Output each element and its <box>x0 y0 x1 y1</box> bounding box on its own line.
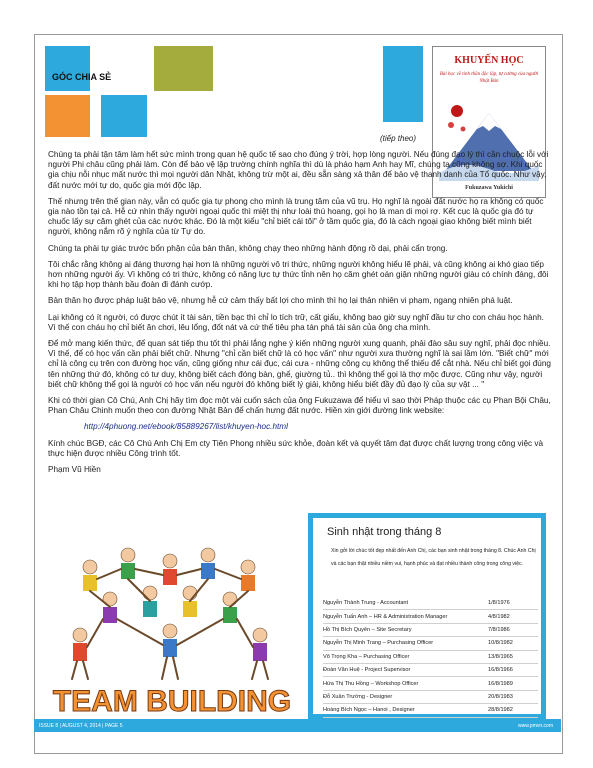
table-row <box>323 623 538 636</box>
team-building-illustration <box>50 547 295 717</box>
table-row <box>323 677 538 690</box>
blue-square-bottom <box>101 95 147 137</box>
birthday-inner <box>313 518 541 714</box>
orange-square <box>45 95 90 137</box>
person-name: Nguyễn Thị Minh Trang – Purchasing Officer <box>323 637 488 650</box>
table-row <box>323 663 538 676</box>
paragraph: Chúng ta phải tự giác trước bổn phận của bản thân, không chạy theo những hành động rồ dại, phải cẩn trọng. <box>48 243 448 253</box>
signature: Phạm Vũ Hiền <box>48 465 101 475</box>
paragraph: Tôi chắc rằng không ai đáng thương hại hơn là những người vô tri thức, những người không hiểu lẽ phải, và cũng không ai khó giao tiếp hơn những người ấy. Vì không có tri thức, không có năng lực tự thức tỉnh nên họ căm ghét oán giận những người giàu có chính đáng, đôi khi họ tập hợp thành bầu đoàn đi đánh cướp. <box>48 259 549 290</box>
table-row <box>323 704 538 717</box>
issue-info: ISSUE 8 | AUGUST 4, 2014 | PAGE 5 <box>39 723 123 729</box>
person-name: Hoàng Bích Ngọc – Hanoi , Designer <box>323 704 488 717</box>
person-name: Hồ Thị Bích Quyên – Site Secretary <box>323 623 488 636</box>
table-row <box>323 637 538 650</box>
person-date: 1/8/1976 <box>488 597 538 610</box>
blue-square-top-left <box>45 46 90 91</box>
birthday-intro: Xin gởi lời chúc tốt đẹp nhất đến Anh Chị, các bạn sinh nhật trong tháng 8. Chúc Anh Chị và các bạn thật nhiều niềm vui, hạnh phúc và đạt nhiều thành công trong công việc. <box>331 548 536 567</box>
continued-note: (tiếp theo) <box>380 134 417 143</box>
paragraph: Khi có thời gian Cô Chú, Anh Chị hãy tìm đọc một vài cuốn sách của ông Fukuzawa để hiểu vì sao thời Pháp thuộc các cụ Phan Bội Châu, Phan Châu Chinh muốn theo con đường Nhật Bản để chấn hưng đất nước. Hiền xin giới đường link website: <box>48 396 551 416</box>
person-date: 16/8/1966 <box>488 663 538 676</box>
team-building-banner: TEAM BUILDING <box>52 685 292 717</box>
person-date: 20/8/1983 <box>488 690 538 703</box>
person-name: Nguyễn Thành Trung - Accountant <box>323 597 488 610</box>
book-title: KHUYẾN HỌC <box>454 55 524 66</box>
paragraph: Bản thân họ được pháp luật bảo vệ, nhưng hễ cứ cảm thấy bất lợi cho mình thì họ lại thản nhiên vi phạm, ngang nhiên phá luật. <box>48 296 513 306</box>
website[interactable]: www.pmvn.com <box>517 723 553 729</box>
person-name: Đoàn Văn Huệ - Project Supervisor <box>323 663 488 676</box>
book-subtitle: Bài học về tinh thần độc lập, tự cường của người Nhật Bản <box>439 72 539 84</box>
book-author: Fukuzawa Yukichi <box>465 185 513 191</box>
person-date: 16/8/1989 <box>488 677 538 690</box>
table-row <box>323 650 538 663</box>
birthday-box <box>308 513 546 719</box>
person-name: Võ Trọng Kha – Purchasing Officer <box>323 650 488 663</box>
person-date: 10/8/1982 <box>488 637 538 650</box>
person-date: 7/8/1986 <box>488 623 538 636</box>
paragraph: Để mở mang kiến thức, để quan sát tiếp thu tốt thì phải lắng nghe ý kiến những người xung quanh, phải đào sâu suy nghĩ, phải đọc nhiều. Vì thế, để có học vấn cần phải biết chữ. Nhưng "chỉ cần biết chữ là có học vấn" như người xưa thường nghĩ là sai lầm lớn. "Biết chữ" mới chỉ là công cụ trên con đường học vấn, cũng giống như cái đục, cái cưa - những công cụ không thể thiếu để cắt nhà. Nếu chỉ biết gọi đúng tên những thứ đó, không có tư duy, không biết cách đóng bàn, ghế, giường tủ.. thì không thể gọi là thợ mộc được. Cũng như vậy, người biết chữ không thể gọi là người có học vấn nếu người đó không biết lý giải, không hiểu biết đầy đủ đạo lý của sự vật ... " <box>48 339 551 389</box>
person-date: 28/8/1982 <box>488 704 538 717</box>
section-title: GÓC CHIA SẺ <box>52 72 112 82</box>
table-row <box>323 597 538 610</box>
person-name: Hứa Thị Thu Hồng – Workshop Officer <box>323 677 488 690</box>
blue-square-right <box>383 46 423 122</box>
paragraph: Thế nhưng trên thế gian này, vẫn có quốc gia tự phong cho mình là trung tâm của vũ trụ. Họ nghĩ là ngoài đất nước họ ra không có quốc gia nào tồn tại cả. Hễ cứ nhìn thấy người ngoại quốc thì miệt thị như loài thú hoang, gọi họ là man di mọi rợ. Kết cục là quốc gia đó tự chuốc lấy sự căm ghét của các nước khác. Đó là một kiểu "chỉ biết cái tôi" ở tầm quốc gia, đó là cách ngoại giao không biết mình biết người, không nắm rõ ý nghĩa của từ Tự do. <box>48 196 544 237</box>
olive-square <box>154 46 213 91</box>
paragraph: Lại không có ít người, có được chút ít tài sản, tiền bạc thì chỉ lo tích trữ, cất giấu, không bao giờ suy nghĩ đầu tư cho con cháu học hành. Vì thế con cháu họ chỉ biết ăn chơi, lêu lổng, đốt nát và cứ thế tiêu pha tán phá tài sản của ông cha mình. <box>48 312 544 332</box>
birthday-heading: Sinh nhật trong tháng 8 <box>327 526 442 538</box>
person-name: Đỗ Xuân Trường - Designer <box>323 690 488 703</box>
ebook-link[interactable]: http://4phuong.net/ebook/85889267/list/khuyen-hoc.html <box>84 422 288 432</box>
article-body <box>48 150 551 481</box>
footer-bar <box>34 719 561 732</box>
paragraph: Chúng ta phải tận tâm làm hết sức mình trong quan hệ quốc tế sao cho đúng ý trời, hợp lòng người. Nếu đúng đạo lý thì cần chuộc lỗi với người Phi châu cũng phải làm. Còn để bảo vệ lập trường chính nghĩa thì dù là pháo hạm Anh hay Mĩ, chúng ta cũng không sợ. Khi quốc gia chịu nỗi nhục mất nước thì mọi người dân Nhật, không trừ một ai, đều sẵn sàng xả thân để bảo vệ thanh danh của Tổ quốc. Như vậy, đất nước mới tự do, quốc gia mới độc lập. <box>48 150 549 190</box>
birthday-table <box>323 597 538 718</box>
person-date: 13/8/1965 <box>488 650 538 663</box>
table-row <box>323 690 538 703</box>
person-date: 4/8/1982 <box>488 610 538 623</box>
person-name: Nguyễn Tuấn Anh – HR & Administration Manager <box>323 610 488 623</box>
closing-paragraph: Kính chúc BGĐ, các Cô Chú Anh Chị Em cty Tiên Phong nhiều sức khỏe, đoàn kết và quyết tâm đạt được chất lượng trong công việc và thực hiện được nhiều Công trình tốt. <box>48 438 544 458</box>
table-row <box>323 610 538 623</box>
